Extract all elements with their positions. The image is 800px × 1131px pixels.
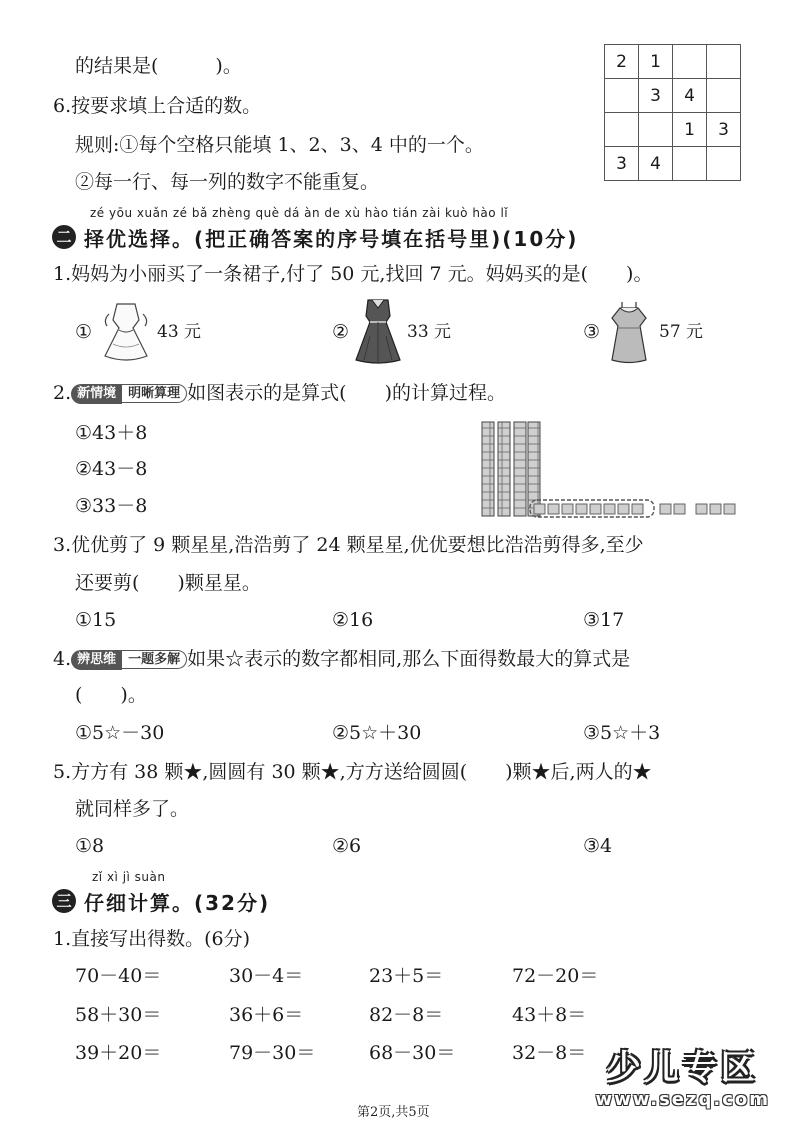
calc-item: 32－8＝ (512, 1042, 587, 1064)
s2-q3-option-2[interactable]: ②16 (332, 609, 374, 631)
base-ten-blocks-diagram (478, 420, 740, 522)
section2-number-badge: 二 (52, 225, 76, 249)
calc-item: 58＋30＝ (75, 1004, 162, 1026)
section3-title: 仔细计算。(32分) (84, 891, 271, 915)
s2-q1-opt3-price: 57 元 (659, 322, 704, 342)
s2-q3-line1: 3.优优剪了 9 颗星星,浩浩剪了 24 颗星星,优优要想比浩浩剪得多,至少 (53, 534, 644, 556)
grid-cell[interactable] (707, 147, 741, 181)
calc-item: 70－40＝ (75, 965, 162, 987)
grid-cell[interactable]: 1 (673, 113, 707, 147)
grid-cell[interactable]: 3 (639, 79, 673, 113)
calc-item: 30－4＝ (229, 965, 304, 987)
grid-cell[interactable]: 1 (639, 45, 673, 79)
s2-q3-option-3[interactable]: ③17 (583, 609, 625, 631)
s3-q1-title: 1.直接写出得数。(6分) (53, 928, 251, 950)
page-footer: 第2页,共5页 (357, 1105, 430, 1120)
s2-q4-text: 如果☆表示的数字都相同,那么下面得数最大的算式是 (187, 648, 631, 670)
s2-q2-line (53, 381, 506, 405)
watermark-url: www.sezq.com (595, 1089, 770, 1110)
s2-q1-opt1-price: 43 元 (157, 322, 202, 342)
grid-cell[interactable]: 3 (605, 147, 639, 181)
s2-q4-option-3[interactable]: ③5☆＋3 (583, 722, 661, 744)
site-watermark (596, 1040, 771, 1110)
calc-item: 68－30＝ (369, 1042, 456, 1064)
calc-item: 39＋20＝ (75, 1042, 162, 1064)
s2-q1-opt2-mark[interactable]: ② (332, 321, 350, 343)
s2-q3-line2: 还要剪( )颗星星。 (75, 572, 261, 594)
section3-number-badge: 三 (52, 889, 76, 913)
s2-q4-number: 4. (53, 648, 72, 670)
calc-item: 82－8＝ (369, 1004, 444, 1026)
s2-q4-line1 (53, 647, 630, 671)
s2-q5-line1: 5.方方有 38 颗★,圆圆有 30 颗★,方方送给圆圆( )颗★后,两人的★ (53, 761, 652, 783)
grid-cell[interactable] (639, 113, 673, 147)
s2-q1-opt3-mark[interactable]: ③ (583, 321, 601, 343)
grid-cell[interactable] (605, 79, 639, 113)
s2-q2-option-3[interactable]: ③33－8 (75, 495, 148, 517)
s2-q5-line2: 就同样多了。 (75, 798, 190, 820)
s2-q2-option-1[interactable]: ①43＋8 (75, 422, 148, 444)
tag-new-context: 新情境 (71, 384, 122, 404)
white-dress-icon (95, 300, 157, 366)
section2-title: 择优选择。(把正确答案的序号填在括号里)(10分) (84, 227, 579, 251)
calc-item: 36＋6＝ (229, 1004, 304, 1026)
tag-critical-thinking: 辨思维 (71, 650, 122, 670)
grid-cell[interactable] (707, 45, 741, 79)
watermark-title: 少儿专区 (606, 1048, 759, 1088)
grid-cell[interactable]: 2 (605, 45, 639, 79)
s2-q2-text: 如图表示的是算式( )的计算过程。 (187, 382, 506, 404)
s2-q1-opt1-mark[interactable]: ① (75, 321, 93, 343)
s2-q4-option-1[interactable]: ①5☆－30 (75, 722, 165, 744)
s2-q1-text: 1.妈妈为小丽买了一条裙子,付了 50 元,找回 7 元。妈妈买的是( )。 (53, 263, 653, 285)
tag-multiple-solutions: 一题多解 (122, 650, 187, 669)
s2-q5-option-1[interactable]: ①8 (75, 835, 105, 857)
grid-cell[interactable]: 4 (639, 147, 673, 181)
grid-cell[interactable]: 4 (673, 79, 707, 113)
s2-q5-option-3[interactable]: ③4 (583, 835, 613, 857)
s2-q5-option-2[interactable]: ②6 (332, 835, 362, 857)
calc-item: 72－20＝ (512, 965, 599, 987)
s2-q3-option-1[interactable]: ①15 (75, 609, 117, 631)
section3-pinyin: zǐ xì jì suàn (92, 870, 166, 884)
dark-dress-icon (350, 296, 406, 366)
q6-title: 6.按要求填上合适的数。 (53, 95, 262, 117)
gray-dress-icon (602, 298, 656, 366)
s2-q2-number: 2. (53, 382, 72, 404)
grid-cell[interactable] (707, 79, 741, 113)
s2-q4-line2: ( )。 (75, 684, 147, 706)
q5-tail-text: 的结果是( )。 (75, 55, 242, 77)
s2-q1-opt2-price: 33 元 (407, 322, 452, 342)
calc-item: 43＋8＝ (512, 1004, 587, 1026)
grid-cell[interactable] (605, 113, 639, 147)
calc-item: 79－30＝ (229, 1042, 316, 1064)
tag-clear-reasoning: 明晰算理 (122, 384, 187, 403)
calc-item: 23＋5＝ (369, 965, 444, 987)
s2-q2-option-2[interactable]: ②43－8 (75, 458, 148, 480)
grid-cell[interactable] (673, 45, 707, 79)
sudoku-grid (604, 44, 741, 181)
q6-rule1: 规则:①每个空格只能填 1、2、3、4 中的一个。 (75, 134, 484, 156)
grid-cell[interactable] (673, 147, 707, 181)
s2-q4-option-2[interactable]: ②5☆＋30 (332, 722, 422, 744)
section2-pinyin: zé yōu xuǎn zé bǎ zhèng què dá àn de xù hào tián zài kuò hào lǐ (90, 206, 509, 220)
grid-cell[interactable]: 3 (707, 113, 741, 147)
q6-rule2: ②每一行、每一列的数字不能重复。 (75, 171, 380, 193)
